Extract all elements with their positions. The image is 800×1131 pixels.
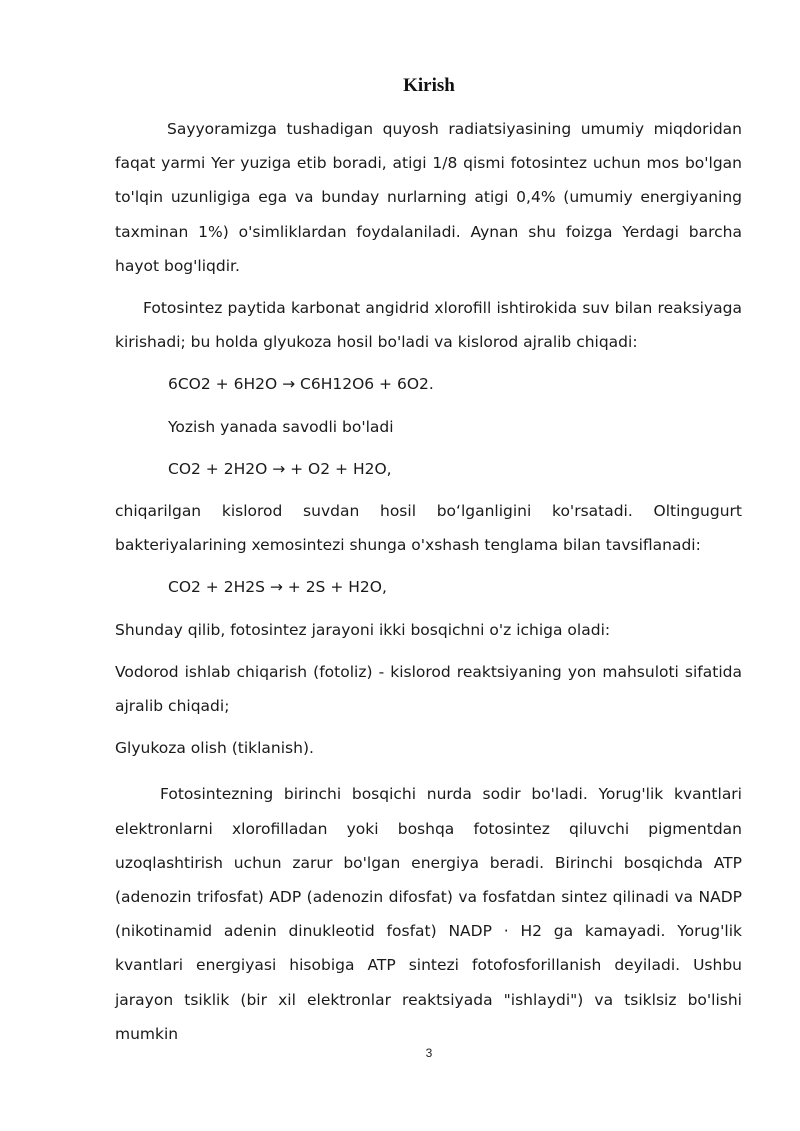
- formula-oxygen: CO2 + 2H2O → + O2 + H2O,: [168, 459, 392, 478]
- paragraph-chemosynthesis: chiqarilgan kislorod suvdan hosil boʻlganligini ko'rsatadi. Oltingugurt bakteriyalarining xemosintezi shunga o'xshash tenglama bilan tavsiflanadi:: [115, 502, 742, 555]
- formula-sulfur: CO2 + 2H2S → + 2S + H2O,: [168, 578, 387, 597]
- page-title: Kirish: [403, 75, 455, 96]
- paragraph-reaction-intro: Fotosintez paytida karbonat angidrid xlorofill ishtirokida suv bilan reaksiyaga kirishadi; bu holda glyukoza hosil bo'ladi va kislorod ajralib chiqadi:: [115, 299, 742, 352]
- body-text: [115, 112, 742, 1051]
- paragraph-first-stage: Fotosintezning birinchi bosqichi nurda sodir bo'ladi. Yorug'lik kvantlari elektronlarni xlorofilladan yoki boshqa fotosintez qiluvchi pigmentdan uzoqlashtirish uchun zarur bo'lgan energiya beradi. Birinchi bosqichda ATP (adenozin trifosfat) ADP (adenozin difosfat) va fosfatdan sintez qilinadi va NADP (nikotinamid adenin dinukleotid fosfat) NADP · H2 ga kamayadi. Yorug'lik kvantlari energiyasi hisobiga ATP sintezi fotofosforillanish deyiladi. Ushbu jarayon tsiklik (bir xil elektronlar reaktsiyada "ishlaydi") va tsiklsiz bo'lishi mumkin: [115, 785, 742, 1043]
- page-number: 3: [425, 1046, 433, 1060]
- list-item-reduction: Glyukoza olish (tiklanish).: [115, 739, 314, 758]
- paragraph-two-stages: Shunday qilib, fotosintez jarayoni ikki bosqichni o'z ichiga oladi:: [115, 620, 611, 639]
- formula-photosynthesis: 6CO2 + 6H2O → C6H12O6 + 6O2.: [168, 375, 434, 394]
- paragraph-literate-note: Yozish yanada savodli bo'ladi: [168, 417, 394, 436]
- list-item-photolysis: Vodorod ishlab chiqarish (fotoliz) - kislorod reaktsiyaning yon mahsuloti sifatida ajralib chiqadi;: [115, 662, 742, 716]
- paragraph-intro: Sayyoramizga tushadigan quyosh radiatsiyasining umumiy miqdoridan faqat yarmi Yer yuziga etib boradi, atigi 1/8 qismi fotosintez uchun mos bo'lgan to'lqin uzunligiga ega va bunday nurlarning atigi 0,4% (umumiy energiyaning taxminan 1%) o'simliklardan foydalaniladi. Aynan shu foizga Yerdagi barcha hayot bog'liqdir.: [115, 120, 742, 275]
